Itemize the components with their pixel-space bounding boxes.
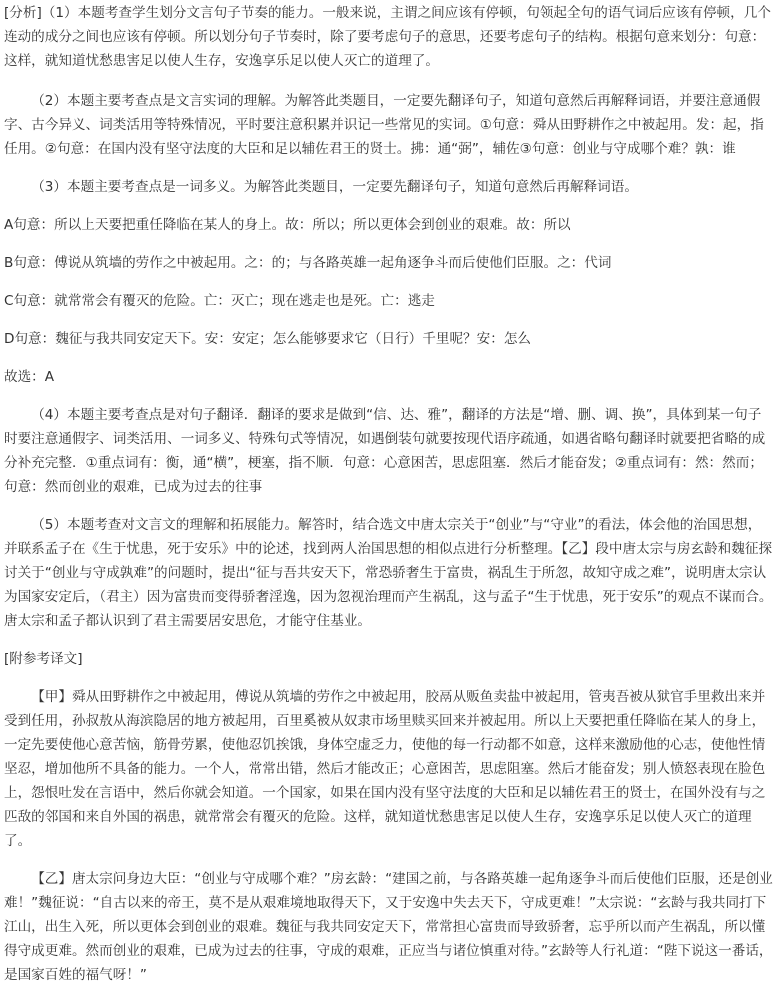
analysis-paragraph-q3: （3）本题主要考查点是一词多义。为解答此类题目，一定要先翻译句子，知道句意然后再解释词语。: [31, 179, 638, 195]
analysis-paragraph-q1: [4, 1, 774, 73]
answer-choice: 故选：A: [4, 369, 55, 385]
option-a-explanation: A句意：所以上天要把重任降临在某人的身上。故：所以；所以更体会到创业的艰难。故：所以: [4, 217, 571, 233]
option-b-explanation: B句意：傅说从筑墙的劳作之中被起用。之：的；与各路英雄一起角逐争斗而后使他们臣服。之：代词: [4, 255, 612, 271]
analysis-label: [分析]: [4, 5, 42, 21]
analysis-paragraph-q4: （4）本题主要考查点是对句子翻译．翻译的要求是做到“信、达、雅”，翻译的方法是“增、删、调、换”，具体到某一句子时要注意通假字、词类活用、一词多义、特殊句式等情况，如遇倒装句就要按现代语序疏通，如遇省略句翻译时就要把省略的成分补充完整．①重点词有：衡，通“横”，梗塞，指不顺．句意：心意困苦，思虑阻塞．然后才能奋发；②重点词有：然：然而；句意：然而创业的艰难，已成为过去的往事: [4, 407, 766, 495]
analysis-q1-text: （1）本题考查学生划分文言句子节奏的能力。一般来说，主谓之间应该有停顿，句领起全句的语气词后应该有停顿，几个连动的成分之间也应该有停顿。所以划分句子节奏时，除了要考虑句子的意思，还要考虑句子的结构。根据句意来划分：句意：这样，就知道忧愁患害足以使人生存，安逸享乐足以使人灭亡的道理了。: [4, 5, 771, 69]
option-d-explanation: D句意：魏征与我共同安定天下。安：安定；怎么能够要求它（日行）千里呢？安：怎么: [4, 331, 532, 347]
analysis-paragraph-q2: （2）本题主要考查点是文言实词的理解。为解答此类题目，一定要先翻译句子，知道句意然后再解释词语，并要注意通假字、古今异义、词类活用等特殊情况，平时要注意积累并识记一些常见的实词。①句意：舜从田野耕作之中被起用。发：起，指任用。②句意：在国内没有坚守法度的大臣和足以辅佐君王的贤士。拂：通“弼”，辅佐③句意：创业与守成哪个难？孰：谁: [4, 93, 764, 157]
translation-label: [附参考译文]: [4, 651, 83, 667]
option-c-explanation: C句意：就常常会有覆灭的危险。亡：灭亡；现在逃走也是死。亡：逃走: [4, 293, 435, 309]
translation-jia: 【甲】舜从田野耕作之中被起用，傅说从筑墙的劳作之中被起用，胶鬲从贩鱼卖盐中被起用，管夷吾被从狱官手里救出来并受到任用，孙叔敖从海滨隐居的地方被起用，百里奚被从奴隶市场里赎买回来并被起用。所以上天要把重任降临在某人的身上，一定先要使他心意苦恼，筋骨劳累，使他忍饥挨饿，身体空虚乏力，使他的每一行动都不如意，这样来激励他的心志，使他性情坚忍，增加他所不具备的能力。一个人，常常出错，然后才能改正；心意困苦，思虑阻塞。然后才能奋发；别人愤怒表现在脸色上，怨恨吐发在言语中，然后你就会知道。一个国家，如果在国内没有坚守法度的大臣和足以辅佐君王的贤士，在国外没有与之匹敌的邻国和来自外国的祸患，就常常会有覆灭的危险。这样，就知道忧愁患害足以使人生存，安逸享乐足以使人灭亡的道理了。: [4, 689, 766, 849]
analysis-paragraph-q5: （5）本题考查对文言文的理解和拓展能力。解答时，结合选文中唐太宗关于“创业”与“守业”的看法，体会他的治国思想，并联系孟子在《生于忧患，死于安乐》中的论述，找到两人治国思想的相似点进行分析整理。【乙】段中唐太宗与房玄龄和魏征探讨关于“创业与守成孰难”的问题时，提出“征与吾共安天下，常恐骄奢生于富贵，祸乱生于所忽，故知守成之难”，说明唐太宗认为国家安定后，（君主）因为富贵而变得骄奢淫逸，因为忽视治理而产生祸乱，这与孟子“生于忧患，死于安乐”的观点不谋而合。唐太宗和孟子都认识到了君主需要居安思危，才能守住基业。: [4, 517, 773, 629]
translation-yi: 【乙】唐太宗问身边大臣：“创业与守成哪个难？”房玄龄：“建国之前，与各路英雄一起角逐争斗而后使他们臣服，还是创业难！”魏征说：“自古以来的帝王，莫不是从艰难境地取得天下，又于安逸中失去天下，守成更难！”太宗说：“玄龄与我共同打下江山，出生入死，所以更体会到创业的艰难。魏征与我共同安定天下，常常担心富贵而导致骄奢，忘乎所以而产生祸乱，所以懂得守成更难。然而创业的艰难，已成为过去的往事，守成的艰难，正应当与诸位慎重对待。”玄龄等人行礼道：“陛下说这一番话，是国家百姓的福气呀！”: [4, 871, 773, 983]
